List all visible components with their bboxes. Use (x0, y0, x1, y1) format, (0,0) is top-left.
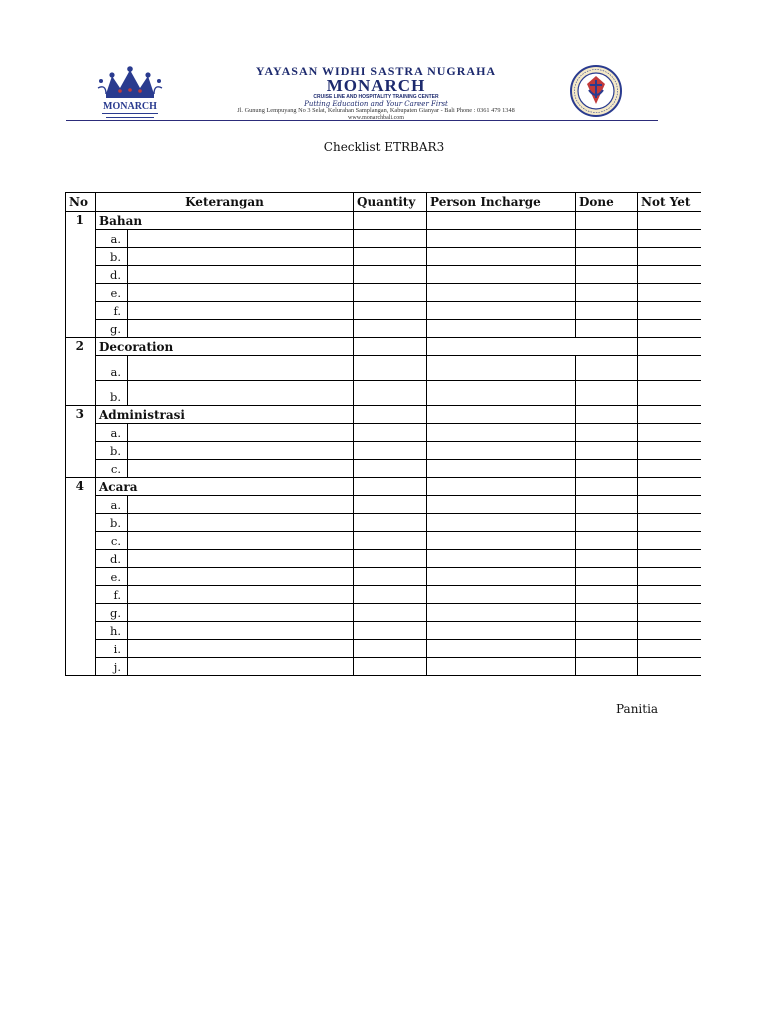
person-cell[interactable] (427, 568, 576, 586)
item-letter: b. (96, 442, 128, 460)
quantity-cell[interactable] (354, 302, 427, 320)
circular-seal-logo (568, 64, 624, 118)
person-cell[interactable] (427, 320, 576, 338)
person-cell[interactable] (427, 496, 576, 514)
person-cell[interactable] (427, 550, 576, 568)
done-cell[interactable] (576, 532, 638, 550)
quantity-cell[interactable] (354, 230, 427, 248)
section-row (66, 478, 701, 496)
item-letter: a. (96, 230, 128, 248)
quantity-cell[interactable] (354, 550, 427, 568)
section-number: 4 (66, 478, 96, 676)
section-number: 1 (66, 212, 96, 338)
table-row (66, 230, 701, 248)
not-yet-cell[interactable] (638, 496, 701, 514)
done-cell[interactable] (576, 320, 638, 338)
item-letter: g. (96, 320, 128, 338)
item-letter: e. (96, 568, 128, 586)
done-cell[interactable] (576, 550, 638, 568)
table-row (66, 460, 701, 478)
crown-logo (92, 64, 168, 122)
table-row (66, 550, 701, 568)
item-letter: b. (96, 248, 128, 266)
done-cell[interactable] (576, 381, 638, 406)
done-cell[interactable] (576, 586, 638, 604)
not-yet-cell[interactable] (638, 284, 701, 302)
person-cell[interactable] (427, 442, 576, 460)
keterangan-cell[interactable] (128, 640, 354, 658)
quantity-cell[interactable] (354, 514, 427, 532)
done-cell[interactable] (576, 356, 638, 381)
keterangan-cell[interactable] (128, 550, 354, 568)
quantity-cell[interactable] (354, 532, 427, 550)
not-yet-cell[interactable] (638, 568, 701, 586)
item-letter: f. (96, 302, 128, 320)
header-done: Done (576, 193, 638, 212)
keterangan-cell[interactable] (128, 284, 354, 302)
keterangan-cell[interactable] (128, 514, 354, 532)
quantity-cell[interactable] (354, 248, 427, 266)
done-cell[interactable] (576, 460, 638, 478)
done-cell[interactable] (576, 640, 638, 658)
quantity-cell[interactable] (354, 442, 427, 460)
keterangan-cell[interactable] (128, 622, 354, 640)
header-quantity: Quantity (354, 193, 427, 212)
section-title: Acara (96, 478, 354, 496)
item-letter: j. (96, 658, 128, 676)
table-row (66, 496, 701, 514)
quantity-cell[interactable] (354, 320, 427, 338)
item-letter: b. (96, 381, 128, 406)
not-yet-cell[interactable] (638, 550, 701, 568)
quantity-cell[interactable] (354, 460, 427, 478)
letterhead (66, 60, 658, 122)
header-keterangan: Keterangan (96, 193, 354, 212)
table-row (66, 622, 701, 640)
quantity-cell[interactable] (354, 658, 427, 676)
item-letter: g. (96, 604, 128, 622)
header-not-yet: Not Yet (638, 193, 701, 212)
table-row (66, 604, 701, 622)
keterangan-cell[interactable] (128, 381, 354, 406)
quantity-cell[interactable] (354, 424, 427, 442)
keterangan-cell[interactable] (128, 442, 354, 460)
table-row (66, 658, 701, 676)
done-cell[interactable] (576, 302, 638, 320)
person-cell[interactable] (427, 266, 576, 284)
person-cell[interactable] (427, 586, 576, 604)
keterangan-cell[interactable] (128, 568, 354, 586)
center-name: CRUISE LINE AND HOSPITALITY TRAINING CENTER (313, 94, 439, 100)
table-row (66, 532, 701, 550)
table-row (66, 266, 701, 284)
item-letter: c. (96, 532, 128, 550)
not-yet-cell[interactable] (638, 532, 701, 550)
table-row (66, 514, 701, 532)
section-row (66, 406, 701, 424)
done-cell[interactable] (576, 424, 638, 442)
section-title: Bahan (96, 212, 354, 230)
done-cell[interactable] (576, 658, 638, 676)
done-cell[interactable] (576, 230, 638, 248)
header-no: No (66, 193, 96, 212)
person-cell[interactable] (427, 284, 576, 302)
quantity-cell[interactable] (354, 284, 427, 302)
done-cell[interactable] (576, 622, 638, 640)
keterangan-cell[interactable] (128, 532, 354, 550)
item-letter: c. (96, 460, 128, 478)
address: Jl. Gunung Lempuyang No 3 Selat, Kelurahan Samplangan, Kabupaten Gianyar - Bali Phone : 0361 479 1348 (237, 107, 515, 114)
quantity-cell[interactable] (354, 496, 427, 514)
item-letter: d. (96, 266, 128, 284)
keterangan-cell[interactable] (128, 356, 354, 381)
not-yet-cell[interactable] (638, 460, 701, 478)
table-row (66, 302, 701, 320)
not-yet-cell[interactable] (638, 266, 701, 284)
signature-label: Panitia (616, 702, 659, 716)
keterangan-cell[interactable] (128, 586, 354, 604)
section-title: Administrasi (96, 406, 354, 424)
keterangan-cell[interactable] (128, 230, 354, 248)
tagline: Putting Education and Your Career First (304, 100, 448, 108)
person-cell[interactable] (427, 248, 576, 266)
not-yet-cell[interactable] (638, 640, 701, 658)
done-cell[interactable] (576, 284, 638, 302)
table-row (66, 248, 701, 266)
not-yet-cell[interactable] (638, 586, 701, 604)
table-header-row (66, 193, 701, 212)
done-cell[interactable] (576, 496, 638, 514)
table-row (66, 586, 701, 604)
not-yet-cell[interactable] (638, 514, 701, 532)
keterangan-cell[interactable] (128, 424, 354, 442)
keterangan-cell[interactable] (128, 248, 354, 266)
table-row (66, 568, 701, 586)
not-yet-cell[interactable] (638, 356, 701, 381)
person-cell[interactable] (427, 302, 576, 320)
section-row (66, 338, 701, 356)
item-letter: f. (96, 586, 128, 604)
header-person-incharge: Person Incharge (427, 193, 576, 212)
keterangan-cell[interactable] (128, 320, 354, 338)
not-yet-cell[interactable] (638, 248, 701, 266)
not-yet-cell[interactable] (638, 424, 701, 442)
person-cell[interactable] (427, 658, 576, 676)
quantity-cell[interactable] (354, 568, 427, 586)
quantity-cell[interactable] (354, 586, 427, 604)
website: www.monarchbali.com (348, 115, 404, 121)
keterangan-cell[interactable] (128, 604, 354, 622)
section-row (66, 212, 701, 230)
not-yet-cell[interactable] (638, 230, 701, 248)
person-cell[interactable] (427, 514, 576, 532)
table-row (66, 320, 701, 338)
quantity-cell[interactable] (354, 640, 427, 658)
item-letter: h. (96, 622, 128, 640)
person-cell[interactable] (427, 424, 576, 442)
person-cell[interactable] (427, 622, 576, 640)
person-cell[interactable] (427, 356, 576, 381)
item-letter: a. (96, 356, 128, 381)
document-title: Checklist ETRBAR3 (323, 140, 445, 154)
keterangan-cell[interactable] (128, 302, 354, 320)
checklist-table (65, 192, 701, 676)
done-cell[interactable] (576, 266, 638, 284)
not-yet-cell[interactable] (638, 442, 701, 460)
quantity-cell[interactable] (354, 604, 427, 622)
quantity-cell[interactable] (354, 381, 427, 406)
item-letter: d. (96, 550, 128, 568)
person-cell[interactable] (427, 381, 576, 406)
foundation-name: YAYASAN WIDHI SASTRA NUGRAHA (255, 64, 497, 78)
item-letter: a. (96, 424, 128, 442)
not-yet-cell[interactable] (638, 381, 701, 406)
section-title: Decoration (96, 338, 354, 356)
keterangan-cell[interactable] (128, 658, 354, 676)
section-number: 2 (66, 338, 96, 406)
left-logo-text: MONARCH (103, 101, 157, 112)
not-yet-cell[interactable] (638, 604, 701, 622)
table-row (66, 424, 701, 442)
item-letter: b. (96, 514, 128, 532)
not-yet-cell[interactable] (638, 622, 701, 640)
person-cell[interactable] (427, 230, 576, 248)
keterangan-cell[interactable] (128, 266, 354, 284)
person-cell[interactable] (427, 604, 576, 622)
done-cell[interactable] (576, 568, 638, 586)
table-row (66, 381, 701, 406)
not-yet-cell[interactable] (638, 320, 701, 338)
item-letter: a. (96, 496, 128, 514)
keterangan-cell[interactable] (128, 496, 354, 514)
letterhead-divider (66, 120, 658, 121)
person-cell[interactable] (427, 532, 576, 550)
done-cell[interactable] (576, 248, 638, 266)
item-letter: i. (96, 640, 128, 658)
person-cell[interactable] (427, 640, 576, 658)
table-row (66, 284, 701, 302)
keterangan-cell[interactable] (128, 460, 354, 478)
table-row (66, 356, 701, 381)
done-cell[interactable] (576, 604, 638, 622)
brand-name: MONARCH (326, 76, 426, 95)
quantity-cell[interactable] (354, 266, 427, 284)
done-cell[interactable] (576, 442, 638, 460)
quantity-cell[interactable] (354, 356, 427, 381)
table-row (66, 640, 701, 658)
done-cell[interactable] (576, 514, 638, 532)
not-yet-cell[interactable] (638, 658, 701, 676)
item-letter: e. (96, 284, 128, 302)
not-yet-cell[interactable] (638, 302, 701, 320)
table-row (66, 442, 701, 460)
quantity-cell[interactable] (354, 622, 427, 640)
section-number: 3 (66, 406, 96, 478)
person-cell[interactable] (427, 460, 576, 478)
